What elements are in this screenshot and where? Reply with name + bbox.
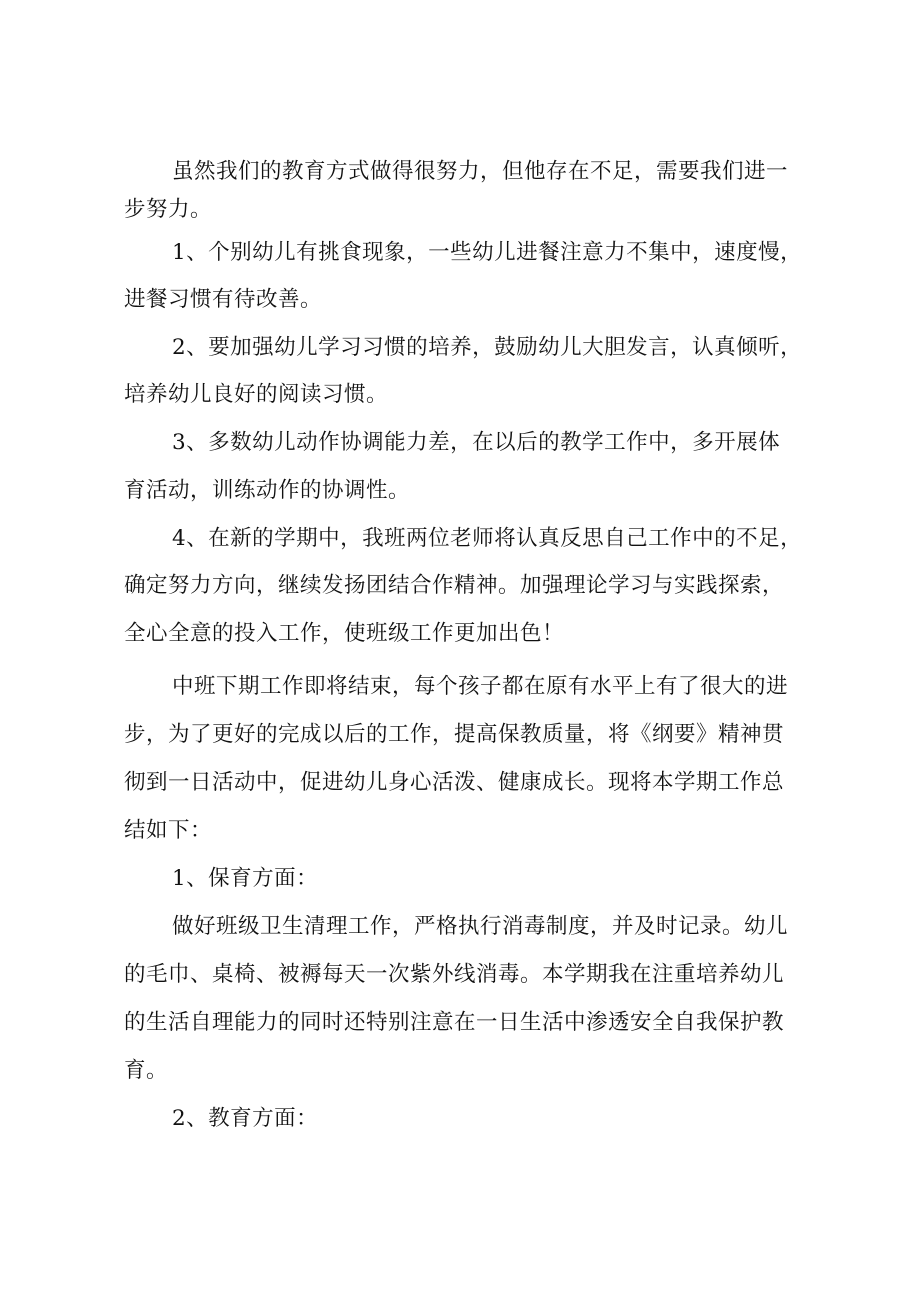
paragraph-5-line-3: 全心全意的投入工作，使班级工作更加出色！ bbox=[124, 621, 565, 646]
section-heading-childcare: 1、保育方面： bbox=[172, 866, 319, 891]
paragraph-4-line-1: 3、多数幼儿动作协调能力差，在以后的教学工作中，多开展体 bbox=[172, 430, 781, 455]
paragraph-1-line-1: 虽然我们的教育方式做得很努力，但他存在不足，需要我们进一 bbox=[172, 159, 789, 184]
paragraph-4-line-2: 育活动，训练动作的协调性。 bbox=[124, 478, 411, 503]
paragraph-6-line-2: 步，为了更好的完成以后的工作，提高保教质量，将《纲要》精神贯 bbox=[124, 722, 785, 747]
paragraph-8-line-3: 的生活自理能力的同时还特别注意在一日生活中渗透安全自我保护教 bbox=[124, 1010, 785, 1035]
paragraph-3-line-1: 2、要加强幼儿学习习惯的培养，鼓励幼儿大胆发言，认真倾听， bbox=[172, 335, 803, 360]
section-heading-education: 2、教育方面： bbox=[172, 1106, 319, 1131]
paragraph-5-line-2: 确定努力方向，继续发扬团结合作精神。加强理论学习与实践探索， bbox=[124, 573, 785, 598]
paragraph-6-line-3: 彻到一日活动中，促进幼儿身心活泼、健康成长。现将本学期工作总 bbox=[124, 770, 785, 795]
paragraph-1-line-2: 步努力。 bbox=[124, 197, 213, 222]
paragraph-6-line-4: 结如下： bbox=[124, 818, 213, 843]
paragraph-8-line-1: 做好班级卫生清理工作，严格执行消毒制度，并及时记录。幼儿 bbox=[172, 914, 789, 939]
paragraph-2-line-2: 进餐习惯有待改善。 bbox=[124, 287, 323, 312]
paragraph-6-line-1: 中班下期工作即将结束，每个孩子都在原有水平上有了很大的进 bbox=[172, 674, 789, 699]
paragraph-5-line-1: 4、在新的学期中，我班两位老师将认真反思自己工作中的不足， bbox=[172, 526, 803, 551]
paragraph-2-line-1: 1、个别幼儿有挑食现象，一些幼儿进餐注意力不集中，速度慢， bbox=[172, 240, 803, 265]
paragraph-8-line-4: 育。 bbox=[124, 1058, 169, 1083]
paragraph-3-line-2: 培养幼儿良好的阅读习惯。 bbox=[124, 382, 389, 407]
paragraph-8-line-2: 的毛巾、桌椅、被褥每天一次紫外线消毒。本学期我在注重培养幼儿 bbox=[124, 962, 785, 987]
